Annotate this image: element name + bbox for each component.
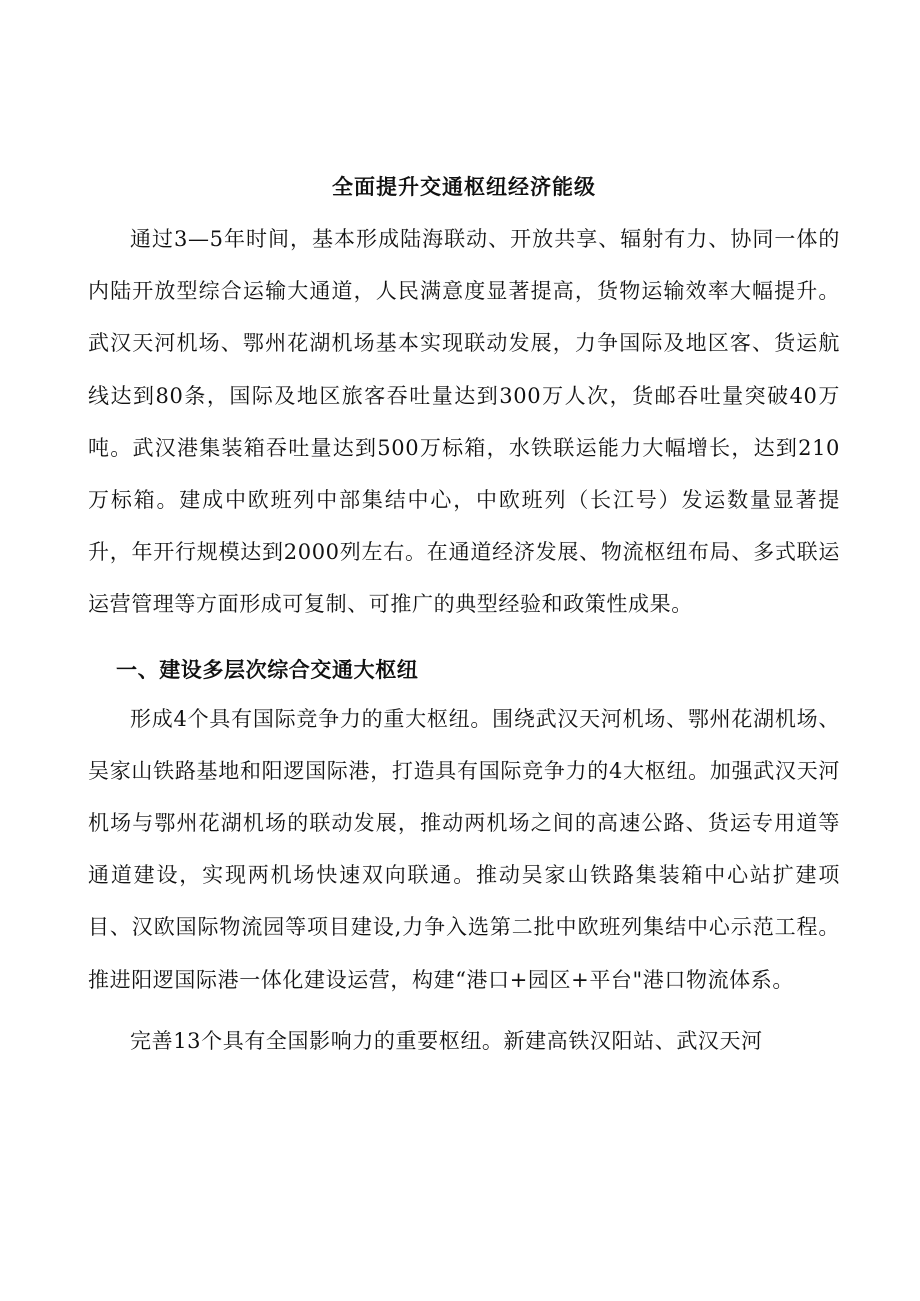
intro-paragraph: 通过3—5年时间，基本形成陆海联动、开放共享、辐射有力、协同一体的内陆开放型综合运输大通道，人民满意度显著提高，货物运输效率大幅提升。武汉天河机场、鄂州花湖机场基本实现联动发展，力争国际及地区客、货运航线达到80条，国际及地区旅客吞吐量达到300万人次，货邮吞吐量突破40万吨。武汉港集装箱吞吐量达到500万标箱，水铁联运能力大幅增长，达到210万标箱。建成中欧班列中部集结中心，中欧班列（长江号）发运数量显著提升，年开行规模达到2000列左右。在通道经济发展、物流枢纽布局、多式联运运营管理等方面形成可复制、可推广的典型经验和政策性成果。 <box>88 227 840 617</box>
document-title: 全面提升交通枢纽经济能级 <box>332 174 596 199</box>
section-heading: 一、建设多层次综合交通大枢纽 <box>116 656 419 682</box>
document-page <box>88 168 840 1067</box>
section-paragraph-important-hubs: 完善13个具有全国影响力的重要枢纽。新建高铁汉阳站、武汉天河 <box>130 1028 763 1053</box>
section-paragraph-major-hubs: 形成4个具有国际竞争力的重大枢纽。围绕武汉天河机场、鄂州花湖机场、吴家山铁路基地和阳逻国际港，打造具有国际竞争力的4大枢纽。加强武汉天河机场与鄂州花湖机场的联动发展，推动两机场之间的高速公路、货运专用道等通道建设，实现两机场快速双向联通。推动吴家山铁路集装箱中心站扩建项目、汉欧国际物流园等项目建设,力争入选第二批中欧班列集结中心示范工程。推进阳逻国际港一体化建设运营，构建“港口+园区+平台"港口物流体系。 <box>88 706 840 992</box>
